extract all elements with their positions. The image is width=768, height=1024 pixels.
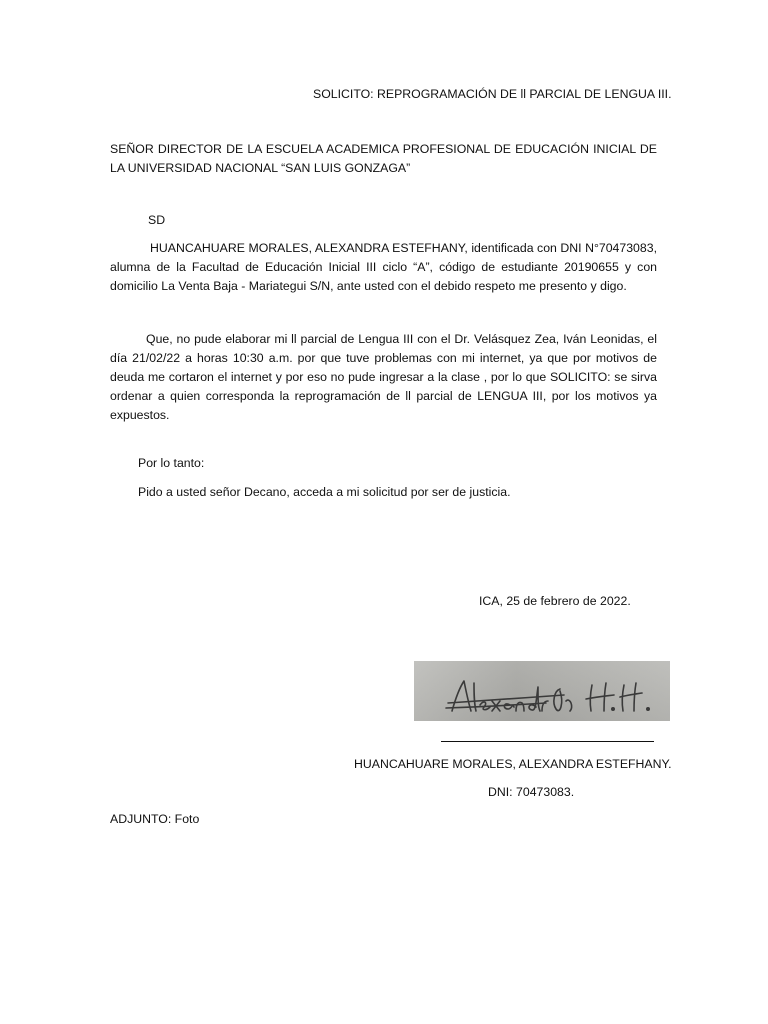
place-and-date: ICA, 25 de febrero de 2022. <box>479 594 631 608</box>
closing-intro: Por lo tanto: <box>138 456 205 470</box>
handwritten-signature-icon <box>414 661 670 721</box>
signature-photo <box>414 661 670 721</box>
signer-name: HUANCAHUARE MORALES, ALEXANDRA ESTEFHANY. <box>354 757 672 771</box>
signature-line <box>441 741 654 742</box>
attachment-note: ADJUNTO: Foto <box>110 812 200 826</box>
closing-request: Pido a usted señor Decano, acceda a mi solicitud por ser de justicia. <box>138 485 511 499</box>
subject-line: SOLICITO: REPROGRAMACIÓN DE ll PARCIAL DE LENGUA III. <box>313 87 672 101</box>
signer-dni: DNI: 70473083. <box>488 785 575 799</box>
addressee-block: SEÑOR DIRECTOR DE LA ESCUELA ACADEMICA PROFESIONAL DE EDUCACIÓN INICIAL DE LA UNIVERSIDAD NACIONAL “SAN LUIS GONZAGA” <box>110 142 657 175</box>
salutation: SD <box>148 213 166 227</box>
body-paragraph: Que, no pude elaborar mi ll parcial de Lengua III con el Dr. Velásquez Zea, Iván Leonidas, el día 21/02/22 a horas 10:30 a.m. por que tuve problemas con mi internet, ya que por motivos de deuda me cortaron el internet y por eso no pude ingresar a la clase , por lo que SOLICITO: se sirva ordenar a quien corresponda la reprogramación de ll parcial de LENGUA III, por los motivos ya expuestos. <box>110 332 657 422</box>
intro-paragraph: HUANCAHUARE MORALES, ALEXANDRA ESTEFHANY, identificada con DNI N°70473083, alumna de la Facultad de Educación Inicial III ciclo “A”, código de estudiante 20190655 y con domicilio La Venta Baja - Mariategui S/N, ante usted con el debido respeto me presento y digo. <box>110 241 657 293</box>
